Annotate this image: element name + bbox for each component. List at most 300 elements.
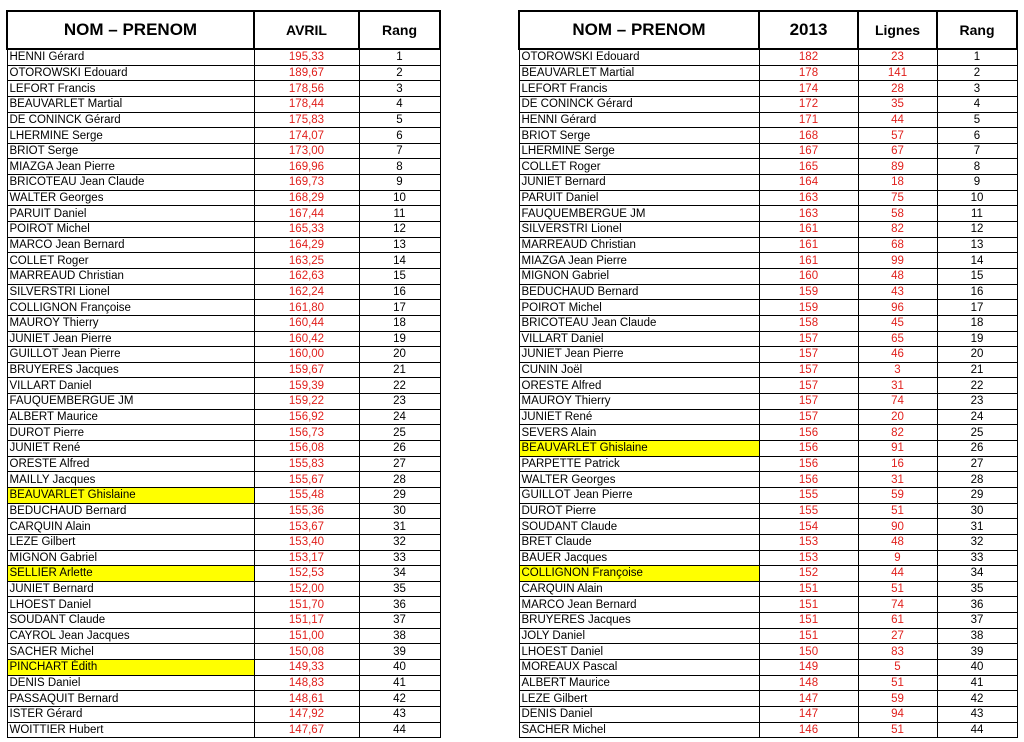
cell-avril: 178,56 (254, 81, 359, 97)
cell-name: PARUIT Daniel (519, 190, 759, 206)
cell-name: MARCO Jean Bernard (519, 597, 759, 613)
cell-name: SACHER Michel (519, 722, 759, 738)
cell-avril: 159,39 (254, 378, 359, 394)
cell-lines: 43 (858, 284, 937, 300)
cell-name: COLLIGNON Françoise (519, 566, 759, 582)
cell-lines: 74 (858, 394, 937, 410)
cell-rank: 28 (937, 472, 1017, 488)
cell-name: COLLET Roger (519, 159, 759, 175)
table-row (519, 143, 1017, 159)
cell-rank: 40 (937, 659, 1017, 675)
table-row (7, 675, 440, 691)
cell-avril: 153,67 (254, 519, 359, 535)
cell-2013: 159 (759, 300, 858, 316)
cell-rank: 35 (359, 581, 440, 597)
cell-name: DUROT Pierre (7, 425, 254, 441)
cell-rank: 42 (937, 691, 1017, 707)
cell-name: COLLET Roger (7, 253, 254, 269)
cell-name: LEFORT Francis (7, 81, 254, 97)
cell-name: POIROT Michel (519, 300, 759, 316)
cell-name: LEFORT Francis (519, 81, 759, 97)
table-row (7, 81, 440, 97)
table-row (519, 159, 1017, 175)
cell-rank: 30 (937, 503, 1017, 519)
cell-rank: 1 (359, 49, 440, 65)
cell-2013: 156 (759, 441, 858, 457)
table-row (7, 519, 440, 535)
cell-lines: 82 (858, 425, 937, 441)
cell-rank: 10 (937, 190, 1017, 206)
table-row (7, 550, 440, 566)
cell-2013: 157 (759, 394, 858, 410)
table-body (519, 49, 1017, 738)
cell-2013: 174 (759, 81, 858, 97)
cell-rank: 18 (359, 315, 440, 331)
cell-name: ORESTE Alfred (519, 378, 759, 394)
cell-name: GUILLOT Jean Pierre (7, 347, 254, 363)
cell-rank: 7 (937, 143, 1017, 159)
cell-rank: 14 (937, 253, 1017, 269)
cell-rank: 25 (937, 425, 1017, 441)
table-row (7, 222, 440, 238)
cell-name: SOUDANT Claude (519, 519, 759, 535)
cell-name: BEAUVARLET Martial (7, 96, 254, 112)
cell-2013: 152 (759, 566, 858, 582)
cell-name: OTOROWSKI Edouard (7, 65, 254, 81)
cell-avril: 155,83 (254, 456, 359, 472)
table-row (519, 81, 1017, 97)
table-row (7, 456, 440, 472)
header-2013: 2013 (759, 11, 858, 49)
cell-lines: 44 (858, 112, 937, 128)
cell-avril: 159,67 (254, 362, 359, 378)
cell-2013: 157 (759, 409, 858, 425)
table-row (519, 222, 1017, 238)
cell-lines: 48 (858, 534, 937, 550)
cell-lines: 83 (858, 644, 937, 660)
header-rank: Rang (937, 11, 1017, 49)
table-row (7, 613, 440, 629)
cell-name: LHOEST Daniel (7, 597, 254, 613)
cell-rank: 25 (359, 425, 440, 441)
cell-avril: 151,70 (254, 597, 359, 613)
table-row (519, 441, 1017, 457)
table-row (7, 128, 440, 144)
cell-2013: 157 (759, 331, 858, 347)
cell-lines: 59 (858, 487, 937, 503)
cell-name: WOITTIER Hubert (7, 722, 254, 738)
table-row (7, 268, 440, 284)
cell-2013: 171 (759, 112, 858, 128)
cell-lines: 48 (858, 268, 937, 284)
cell-rank: 30 (359, 503, 440, 519)
cell-2013: 151 (759, 613, 858, 629)
table-row (519, 394, 1017, 410)
table-row (7, 722, 440, 738)
cell-lines: 96 (858, 300, 937, 316)
cell-rank: 4 (937, 96, 1017, 112)
cell-lines: 91 (858, 441, 937, 457)
cell-avril: 165,33 (254, 222, 359, 238)
table-row (519, 628, 1017, 644)
cell-lines: 89 (858, 159, 937, 175)
table-row (519, 472, 1017, 488)
cell-2013: 156 (759, 456, 858, 472)
table-row (7, 49, 440, 65)
ranking-table-2013 (518, 10, 1018, 738)
table-row (519, 550, 1017, 566)
cell-2013: 165 (759, 159, 858, 175)
cell-name: JUNIET René (519, 409, 759, 425)
cell-rank: 41 (937, 675, 1017, 691)
cell-name: LEZE Gilbert (7, 534, 254, 550)
cell-name: MIGNON Gabriel (7, 550, 254, 566)
table-row (7, 597, 440, 613)
table-row (7, 394, 440, 410)
table-row (7, 175, 440, 191)
cell-2013: 151 (759, 628, 858, 644)
cell-name: WALTER Georges (519, 472, 759, 488)
cell-avril: 159,22 (254, 394, 359, 410)
table-row (7, 378, 440, 394)
cell-name: JOLY Daniel (519, 628, 759, 644)
cell-rank: 8 (937, 159, 1017, 175)
cell-name: BEAUVARLET Martial (519, 65, 759, 81)
cell-name: BEAUVARLET Ghislaine (519, 441, 759, 457)
cell-2013: 159 (759, 284, 858, 300)
cell-name: BRIOT Serge (7, 143, 254, 159)
cell-2013: 172 (759, 96, 858, 112)
cell-rank: 36 (937, 597, 1017, 613)
cell-name: ALBERT Maurice (7, 409, 254, 425)
cell-rank: 31 (359, 519, 440, 535)
cell-rank: 13 (359, 237, 440, 253)
table-row (7, 253, 440, 269)
cell-name: COLLIGNON Françoise (7, 300, 254, 316)
cell-2013: 158 (759, 315, 858, 331)
cell-rank: 27 (937, 456, 1017, 472)
cell-name: BRICOTEAU Jean Claude (519, 315, 759, 331)
cell-name: BRET Claude (519, 534, 759, 550)
cell-rank: 19 (937, 331, 1017, 347)
cell-name: FAUQUEMBERGUE JM (7, 394, 254, 410)
cell-avril: 174,07 (254, 128, 359, 144)
cell-rank: 15 (359, 268, 440, 284)
table-row (519, 534, 1017, 550)
table-row (7, 143, 440, 159)
cell-lines: 16 (858, 456, 937, 472)
table-row (7, 487, 440, 503)
cell-name: SILVERSTRI Lionel (7, 284, 254, 300)
cell-avril: 173,00 (254, 143, 359, 159)
table-row (519, 722, 1017, 738)
cell-rank: 3 (359, 81, 440, 97)
cell-name: BRUYERES Jacques (519, 613, 759, 629)
cell-rank: 16 (937, 284, 1017, 300)
table-row (7, 581, 440, 597)
cell-lines: 9 (858, 550, 937, 566)
cell-2013: 167 (759, 143, 858, 159)
cell-avril: 147,92 (254, 706, 359, 722)
table-row (519, 300, 1017, 316)
cell-rank: 18 (937, 315, 1017, 331)
cell-avril: 152,00 (254, 581, 359, 597)
table-row (7, 347, 440, 363)
header-avril: AVRIL (254, 11, 359, 49)
table-row (7, 409, 440, 425)
cell-name: BEDUCHAUD Bernard (7, 503, 254, 519)
cell-avril: 160,42 (254, 331, 359, 347)
cell-rank: 36 (359, 597, 440, 613)
cell-rank: 31 (937, 519, 1017, 535)
cell-2013: 157 (759, 378, 858, 394)
cell-lines: 27 (858, 628, 937, 644)
cell-rank: 34 (359, 566, 440, 582)
table-row (519, 237, 1017, 253)
cell-2013: 161 (759, 253, 858, 269)
cell-name: CUNIN Joël (519, 362, 759, 378)
cell-name: MAUROY Thierry (519, 394, 759, 410)
cell-name: JUNIET René (7, 441, 254, 457)
cell-lines: 99 (858, 253, 937, 269)
cell-name: FAUQUEMBERGUE JM (519, 206, 759, 222)
cell-name: POIROT Michel (7, 222, 254, 238)
cell-lines: 23 (858, 49, 937, 65)
cell-2013: 153 (759, 534, 858, 550)
cell-avril: 162,63 (254, 268, 359, 284)
cell-lines: 61 (858, 613, 937, 629)
cell-name: JUNIET Bernard (7, 581, 254, 597)
cell-avril: 160,00 (254, 347, 359, 363)
cell-lines: 35 (858, 96, 937, 112)
cell-name: BEDUCHAUD Bernard (519, 284, 759, 300)
cell-lines: 51 (858, 722, 937, 738)
table-row (519, 49, 1017, 65)
cell-name: BRIOT Serge (519, 128, 759, 144)
cell-rank: 5 (937, 112, 1017, 128)
table-row (519, 268, 1017, 284)
cell-name: DE CONINCK Gérard (519, 96, 759, 112)
cell-2013: 160 (759, 268, 858, 284)
cell-avril: 164,29 (254, 237, 359, 253)
cell-rank: 11 (937, 206, 1017, 222)
table-row (7, 659, 440, 675)
cell-rank: 7 (359, 143, 440, 159)
cell-rank: 40 (359, 659, 440, 675)
table-row (7, 331, 440, 347)
cell-name: BRUYERES Jacques (7, 362, 254, 378)
cell-rank: 2 (359, 65, 440, 81)
cell-name: HENNI Gérard (7, 49, 254, 65)
cell-avril: 151,17 (254, 613, 359, 629)
table-row (519, 128, 1017, 144)
cell-name: LEZE Gilbert (519, 691, 759, 707)
cell-2013: 147 (759, 706, 858, 722)
cell-name: JUNIET Jean Pierre (7, 331, 254, 347)
cell-avril: 169,73 (254, 175, 359, 191)
cell-name: DENIS Daniel (519, 706, 759, 722)
cell-lines: 57 (858, 128, 937, 144)
header-rank: Rang (359, 11, 440, 49)
cell-name: VILLART Daniel (519, 331, 759, 347)
cell-lines: 51 (858, 503, 937, 519)
table-row (7, 503, 440, 519)
table-row (519, 190, 1017, 206)
cell-2013: 155 (759, 503, 858, 519)
cell-avril: 167,44 (254, 206, 359, 222)
cell-avril: 155,36 (254, 503, 359, 519)
table-row (7, 315, 440, 331)
cell-lines: 90 (858, 519, 937, 535)
cell-rank: 20 (359, 347, 440, 363)
table-row (519, 597, 1017, 613)
table-row (519, 362, 1017, 378)
cell-avril: 151,00 (254, 628, 359, 644)
table-row (519, 253, 1017, 269)
cell-2013: 164 (759, 175, 858, 191)
cell-rank: 24 (937, 409, 1017, 425)
cell-rank: 12 (359, 222, 440, 238)
cell-rank: 10 (359, 190, 440, 206)
cell-rank: 33 (359, 550, 440, 566)
cell-rank: 11 (359, 206, 440, 222)
cell-avril: 161,80 (254, 300, 359, 316)
cell-rank: 8 (359, 159, 440, 175)
cell-avril: 195,33 (254, 49, 359, 65)
cell-name: JUNIET Jean Pierre (519, 347, 759, 363)
cell-2013: 178 (759, 65, 858, 81)
cell-rank: 6 (937, 128, 1017, 144)
cell-rank: 38 (359, 628, 440, 644)
cell-avril: 152,53 (254, 566, 359, 582)
cell-avril: 153,17 (254, 550, 359, 566)
cell-name: BEAUVARLET Ghislaine (7, 487, 254, 503)
cell-lines: 20 (858, 409, 937, 425)
cell-avril: 178,44 (254, 96, 359, 112)
cell-rank: 3 (937, 81, 1017, 97)
cell-name: MARCO Jean Bernard (7, 237, 254, 253)
cell-name: GUILLOT Jean Pierre (519, 487, 759, 503)
cell-avril: 155,48 (254, 487, 359, 503)
cell-name: SACHER Michel (7, 644, 254, 660)
cell-2013: 155 (759, 487, 858, 503)
cell-rank: 13 (937, 237, 1017, 253)
cell-rank: 17 (359, 300, 440, 316)
cell-rank: 37 (937, 613, 1017, 629)
cell-2013: 163 (759, 190, 858, 206)
cell-rank: 1 (937, 49, 1017, 65)
cell-lines: 31 (858, 472, 937, 488)
cell-lines: 18 (858, 175, 937, 191)
cell-rank: 32 (937, 534, 1017, 550)
cell-rank: 23 (937, 394, 1017, 410)
cell-name: ORESTE Alfred (7, 456, 254, 472)
table-row (519, 112, 1017, 128)
table-row (519, 378, 1017, 394)
cell-lines: 58 (858, 206, 937, 222)
cell-rank: 14 (359, 253, 440, 269)
cell-rank: 44 (359, 722, 440, 738)
cell-avril: 168,29 (254, 190, 359, 206)
cell-rank: 23 (359, 394, 440, 410)
cell-avril: 156,73 (254, 425, 359, 441)
table-row (7, 159, 440, 175)
table-row (519, 284, 1017, 300)
cell-name: BRICOTEAU Jean Claude (7, 175, 254, 191)
cell-rank: 35 (937, 581, 1017, 597)
table-row (519, 409, 1017, 425)
header-name: NOM – PRENOM (519, 11, 759, 49)
table-row (519, 347, 1017, 363)
header-row (519, 11, 1017, 49)
cell-name: MARREAUD Christian (7, 268, 254, 284)
cell-name: MAUROY Thierry (7, 315, 254, 331)
cell-2013: 157 (759, 347, 858, 363)
cell-2013: 161 (759, 222, 858, 238)
table-row (7, 425, 440, 441)
cell-rank: 19 (359, 331, 440, 347)
cell-name: DUROT Pierre (519, 503, 759, 519)
cell-rank: 21 (937, 362, 1017, 378)
table-row (519, 659, 1017, 675)
cell-rank: 24 (359, 409, 440, 425)
table-row (519, 456, 1017, 472)
cell-2013: 161 (759, 237, 858, 253)
cell-avril: 160,44 (254, 315, 359, 331)
cell-name: PINCHART Édith (7, 659, 254, 675)
cell-rank: 26 (359, 441, 440, 457)
cell-rank: 26 (937, 441, 1017, 457)
cell-name: BAUER Jacques (519, 550, 759, 566)
cell-name: OTOROWSKI Edouard (519, 49, 759, 65)
cell-name: PASSAQUIT Bernard (7, 691, 254, 707)
cell-rank: 21 (359, 362, 440, 378)
cell-avril: 147,67 (254, 722, 359, 738)
cell-2013: 150 (759, 644, 858, 660)
table-row (519, 644, 1017, 660)
cell-avril: 175,83 (254, 112, 359, 128)
cell-2013: 156 (759, 425, 858, 441)
cell-lines: 28 (858, 81, 937, 97)
cell-2013: 146 (759, 722, 858, 738)
cell-2013: 151 (759, 597, 858, 613)
table-row (519, 503, 1017, 519)
cell-name: PARPETTE Patrick (519, 456, 759, 472)
cell-lines: 3 (858, 362, 937, 378)
cell-lines: 68 (858, 237, 937, 253)
cell-rank: 33 (937, 550, 1017, 566)
table-body (7, 49, 440, 738)
cell-lines: 44 (858, 566, 937, 582)
cell-rank: 6 (359, 128, 440, 144)
table-row (7, 300, 440, 316)
table-row (519, 691, 1017, 707)
table-row (519, 425, 1017, 441)
cell-name: LHERMINE Serge (519, 143, 759, 159)
ranking-table-avril (6, 10, 441, 738)
cell-lines: 94 (858, 706, 937, 722)
cell-rank: 34 (937, 566, 1017, 582)
table-row (519, 566, 1017, 582)
cell-lines: 82 (858, 222, 937, 238)
cell-rank: 43 (937, 706, 1017, 722)
cell-rank: 39 (359, 644, 440, 660)
cell-rank: 22 (937, 378, 1017, 394)
table-row (7, 112, 440, 128)
cell-lines: 45 (858, 315, 937, 331)
table-row (519, 706, 1017, 722)
cell-2013: 157 (759, 362, 858, 378)
